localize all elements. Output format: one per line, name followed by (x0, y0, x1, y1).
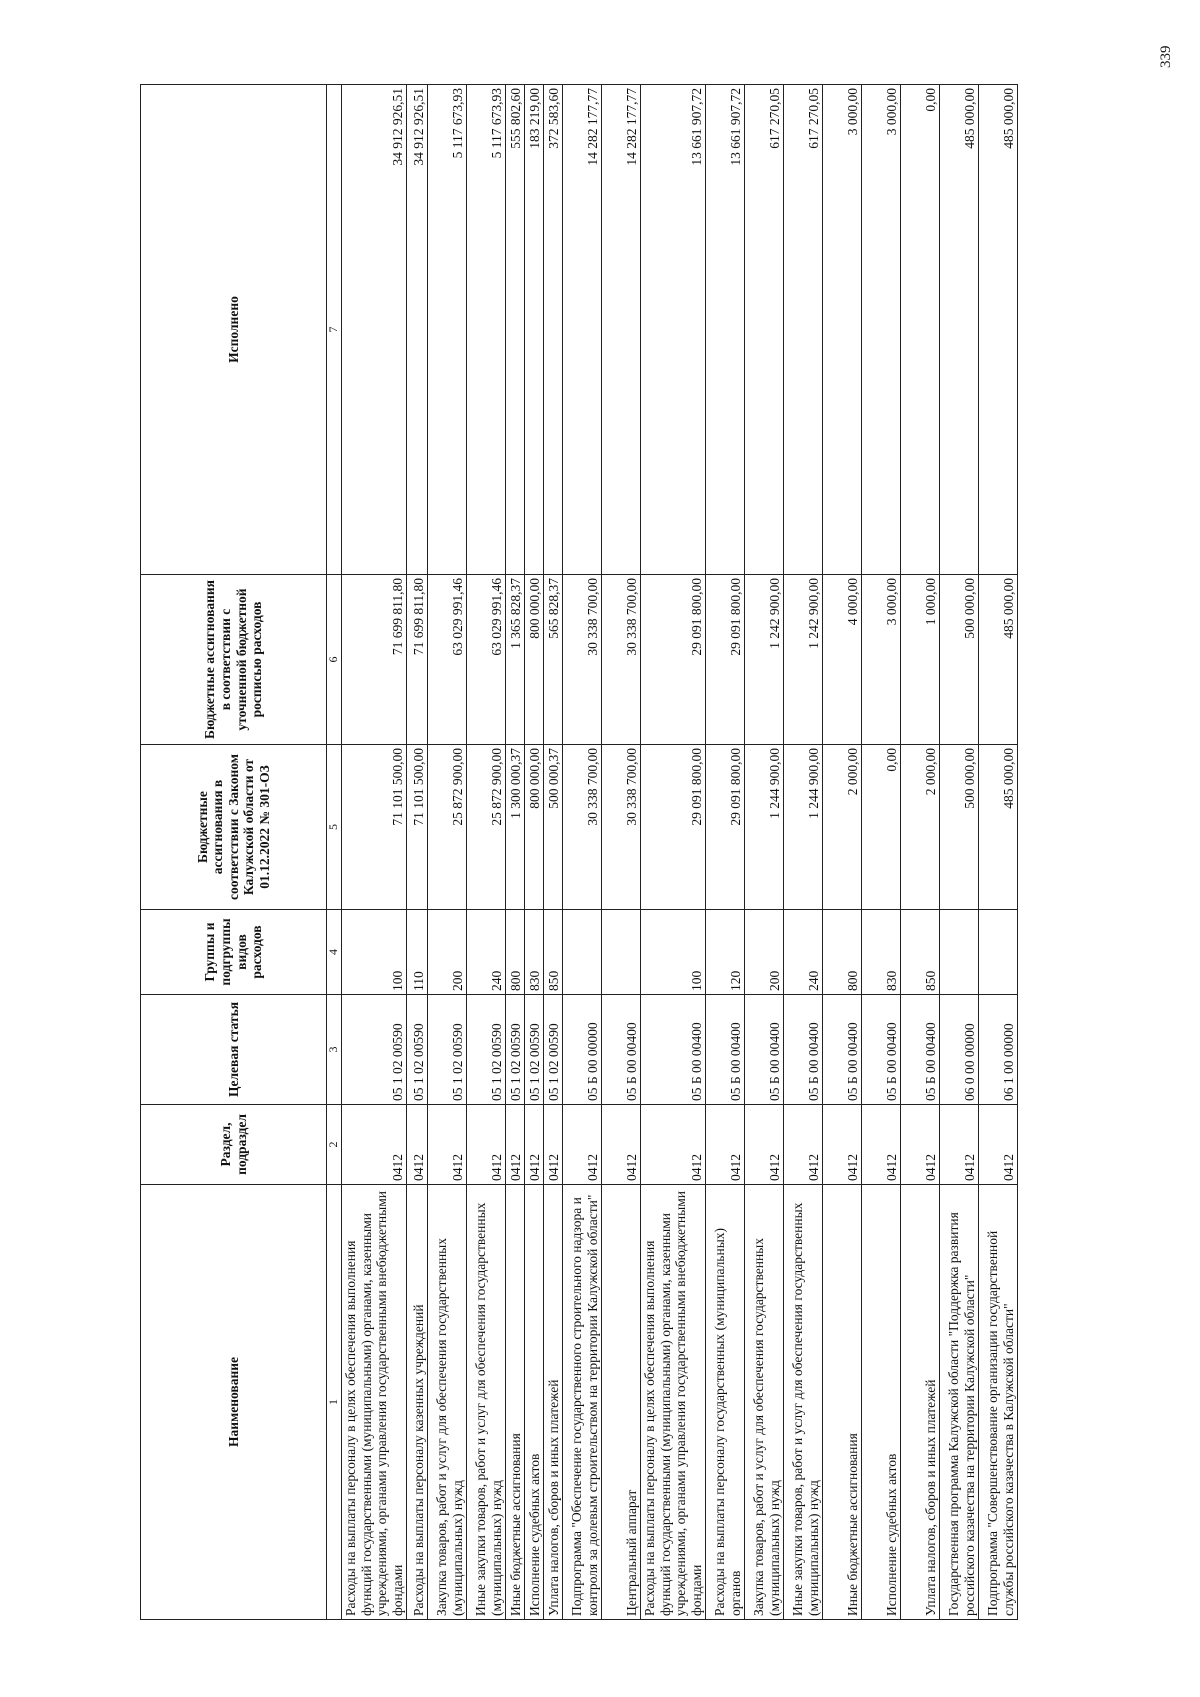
cell-name: Расходы на выплаты персоналу государственных (муниципальных) органов (706, 1185, 745, 1620)
cell-executed: 34 912 926,51 (407, 85, 428, 575)
cell-target: 05 Б 00 00400 (706, 995, 745, 1105)
cell-schedule: 565 828,37 (544, 575, 563, 745)
cell-name: Уплата налогов, сборов и иных платежей (901, 1185, 940, 1620)
table-row (823, 85, 862, 1620)
cell-name: Расходы на выплаты персоналу казенных учреждений (407, 1185, 428, 1620)
cell-executed: 0,00 (901, 85, 940, 575)
cell-target: 06 1 00 00000 (979, 995, 1018, 1105)
cell-group: 800 (823, 910, 862, 995)
cell-group: 800 (506, 910, 525, 995)
table-row (563, 85, 602, 1620)
cell-law: 30 338 700,00 (563, 745, 602, 910)
column-number: 1 (327, 1185, 342, 1620)
cell-law: 2 000,00 (823, 745, 862, 910)
cell-section: 0412 (428, 1105, 467, 1185)
column-number: 3 (327, 995, 342, 1105)
cell-group: 200 (745, 910, 784, 995)
cell-law: 25 872 900,00 (428, 745, 467, 910)
cell-section: 0412 (901, 1105, 940, 1185)
table-row (706, 85, 745, 1620)
cell-name: Иные бюджетные ассигнования (823, 1185, 862, 1620)
header-executed: Исполнено (141, 85, 327, 575)
cell-target: 05 1 02 00590 (525, 995, 544, 1105)
cell-schedule: 485 000,00 (979, 575, 1018, 745)
cell-group: 830 (862, 910, 901, 995)
cell-name: Иные закупки товаров, работ и услуг для обеспечения государственных (муниципальных) нужд (784, 1185, 823, 1620)
cell-law: 30 338 700,00 (602, 745, 641, 910)
cell-group: 200 (428, 910, 467, 995)
cell-section: 0412 (544, 1105, 563, 1185)
cell-name: Закупка товаров, работ и услуг для обеспечения государственных (муниципальных) нужд (745, 1185, 784, 1620)
cell-schedule: 63 029 991,46 (467, 575, 506, 745)
cell-name: Подпрограмма "Обеспечение государственного строительного надзора и контроля за долевым строительством на территории Калужской области" (563, 1185, 602, 1620)
cell-law: 485 000,00 (979, 745, 1018, 910)
cell-executed: 485 000,00 (979, 85, 1018, 575)
cell-name: Иные закупки товаров, работ и услуг для обеспечения государственных (муниципальных) нужд (467, 1185, 506, 1620)
cell-executed: 555 802,60 (506, 85, 525, 575)
table-row (940, 85, 979, 1620)
cell-target: 05 1 02 00590 (544, 995, 563, 1105)
cell-law: 25 872 900,00 (467, 745, 506, 910)
cell-section: 0412 (784, 1105, 823, 1185)
cell-schedule: 500 000,00 (940, 575, 979, 745)
table-row (467, 85, 506, 1620)
cell-group: 100 (342, 910, 407, 995)
header-group: Группы и подгруппы видов расходов (141, 910, 327, 995)
table-row (862, 85, 901, 1620)
cell-law: 2 000,00 (901, 745, 940, 910)
table-row (641, 85, 706, 1620)
header-target: Целевая статья (141, 995, 327, 1105)
column-number: 6 (327, 575, 342, 745)
cell-name: Исполнение судебных актов (525, 1185, 544, 1620)
cell-group: 120 (706, 910, 745, 995)
table-row (784, 85, 823, 1620)
column-number-row (327, 85, 342, 1620)
cell-schedule: 30 338 700,00 (602, 575, 641, 745)
cell-schedule: 1 242 900,00 (784, 575, 823, 745)
cell-executed: 5 117 673,93 (428, 85, 467, 575)
cell-name: Расходы на выплаты персоналу в целях обеспечения выполнения функций государственными (муниципальными) органами, казенными учреждениями, органами управления государственными внебюджетными фондами (641, 1185, 706, 1620)
cell-executed: 14 282 177,77 (563, 85, 602, 575)
cell-law: 1 244 900,00 (784, 745, 823, 910)
cell-section: 0412 (979, 1105, 1018, 1185)
cell-law: 71 101 500,00 (342, 745, 407, 910)
cell-executed: 3 000,00 (862, 85, 901, 575)
cell-schedule: 1 000,00 (901, 575, 940, 745)
cell-target: 05 Б 00 00000 (563, 995, 602, 1105)
column-number: 2 (327, 1105, 342, 1185)
cell-group: 240 (784, 910, 823, 995)
cell-section: 0412 (506, 1105, 525, 1185)
cell-schedule: 1 365 828,37 (506, 575, 525, 745)
cell-target: 05 Б 00 00400 (641, 995, 706, 1105)
cell-law: 0,00 (862, 745, 901, 910)
cell-law: 71 101 500,00 (407, 745, 428, 910)
column-number: 4 (327, 910, 342, 995)
cell-law: 1 244 900,00 (745, 745, 784, 910)
cell-target: 05 Б 00 00400 (823, 995, 862, 1105)
cell-executed: 485 000,00 (940, 85, 979, 575)
cell-target: 05 Б 00 00400 (745, 995, 784, 1105)
cell-name: Центральный аппарат (602, 1185, 641, 1620)
header-schedule: Бюджетные ассигнования в соответствии с уточненной бюджетной росписью расходов (141, 575, 327, 745)
cell-law: 29 091 800,00 (706, 745, 745, 910)
cell-group: 850 (901, 910, 940, 995)
cell-group (940, 910, 979, 995)
cell-section: 0412 (745, 1105, 784, 1185)
cell-target: 06 0 00 00000 (940, 995, 979, 1105)
table-row (745, 85, 784, 1620)
cell-law: 500 000,37 (544, 745, 563, 910)
cell-executed: 183 219,00 (525, 85, 544, 575)
cell-target: 05 Б 00 00400 (862, 995, 901, 1105)
cell-section: 0412 (342, 1105, 407, 1185)
cell-schedule: 71 699 811,80 (342, 575, 407, 745)
cell-schedule: 71 699 811,80 (407, 575, 428, 745)
cell-executed: 34 912 926,51 (342, 85, 407, 575)
cell-section: 0412 (940, 1105, 979, 1185)
cell-target: 05 1 02 00590 (342, 995, 407, 1105)
cell-executed: 13 661 907,72 (706, 85, 745, 575)
cell-law: 800 000,00 (525, 745, 544, 910)
cell-executed: 372 583,60 (544, 85, 563, 575)
table-row (525, 85, 544, 1620)
header-section: Раздел, подраздел (141, 1105, 327, 1185)
cell-schedule: 63 029 991,46 (428, 575, 467, 745)
cell-section: 0412 (823, 1105, 862, 1185)
cell-name: Государственная программа Калужской области "Поддержка развития российского казачества на территории Калужской области" (940, 1185, 979, 1620)
cell-group: 110 (407, 910, 428, 995)
cell-executed: 13 661 907,72 (641, 85, 706, 575)
cell-schedule: 30 338 700,00 (563, 575, 602, 745)
cell-law: 500 000,00 (940, 745, 979, 910)
cell-section: 0412 (706, 1105, 745, 1185)
cell-group (979, 910, 1018, 995)
cell-executed: 617 270,05 (784, 85, 823, 575)
cell-group: 240 (467, 910, 506, 995)
cell-group: 100 (641, 910, 706, 995)
cell-target: 05 1 02 00590 (467, 995, 506, 1105)
cell-group: 850 (544, 910, 563, 995)
cell-section: 0412 (563, 1105, 602, 1185)
table-row (544, 85, 563, 1620)
cell-section: 0412 (641, 1105, 706, 1185)
column-number: 5 (327, 745, 342, 910)
cell-name: Исполнение судебных актов (862, 1185, 901, 1620)
header-law: Бюджетные ассигнования в соответствии с Законом Калужской области от 01.12.2022 № 301-ОЗ (141, 745, 327, 910)
table-row (506, 85, 525, 1620)
cell-name: Расходы на выплаты персоналу в целях обеспечения выполнения функций государственными (муниципальными) органами, казенными учреждениями, органами управления государственными внебюджетными фондами (342, 1185, 407, 1620)
cell-law: 1 300 000,37 (506, 745, 525, 910)
cell-target: 05 1 02 00590 (407, 995, 428, 1105)
page-number: 339 (1158, 45, 1174, 68)
cell-schedule: 29 091 800,00 (706, 575, 745, 745)
cell-schedule: 29 091 800,00 (641, 575, 706, 745)
cell-section: 0412 (467, 1105, 506, 1185)
cell-schedule: 800 000,00 (525, 575, 544, 745)
table-row (602, 85, 641, 1620)
rotated-table-wrapper (140, 85, 1148, 1620)
cell-section: 0412 (602, 1105, 641, 1185)
table-row (407, 85, 428, 1620)
cell-group: 830 (525, 910, 544, 995)
cell-target: 05 1 02 00590 (428, 995, 467, 1105)
cell-schedule: 4 000,00 (823, 575, 862, 745)
cell-executed: 14 282 177,77 (602, 85, 641, 575)
cell-target: 05 Б 00 00400 (602, 995, 641, 1105)
cell-section: 0412 (525, 1105, 544, 1185)
cell-target: 05 1 02 00590 (506, 995, 525, 1105)
cell-executed: 617 270,05 (745, 85, 784, 575)
cell-executed: 3 000,00 (823, 85, 862, 575)
cell-name: Подпрограмма "Совершенствование организации государственной службы российского казачества в Калужской области" (979, 1185, 1018, 1620)
cell-group (602, 910, 641, 995)
cell-group (563, 910, 602, 995)
cell-section: 0412 (407, 1105, 428, 1185)
header-name: Наименование (141, 1185, 327, 1620)
header-row (141, 85, 327, 1620)
cell-name: Иные бюджетные ассигнования (506, 1185, 525, 1620)
cell-name: Уплата налогов, сборов и иных платежей (544, 1185, 563, 1620)
table-row (901, 85, 940, 1620)
cell-schedule: 3 000,00 (862, 575, 901, 745)
cell-schedule: 1 242 900,00 (745, 575, 784, 745)
cell-law: 29 091 800,00 (641, 745, 706, 910)
table-row (342, 85, 407, 1620)
table-row (428, 85, 467, 1620)
column-number: 7 (327, 85, 342, 575)
cell-name: Закупка товаров, работ и услуг для обеспечения государственных (муниципальных) нужд (428, 1185, 467, 1620)
cell-target: 05 Б 00 00400 (901, 995, 940, 1105)
table-body (342, 85, 1018, 1620)
cell-executed: 5 117 673,93 (467, 85, 506, 575)
budget-table (140, 84, 1018, 1620)
cell-section: 0412 (862, 1105, 901, 1185)
table-row (979, 85, 1018, 1620)
cell-target: 05 Б 00 00400 (784, 995, 823, 1105)
